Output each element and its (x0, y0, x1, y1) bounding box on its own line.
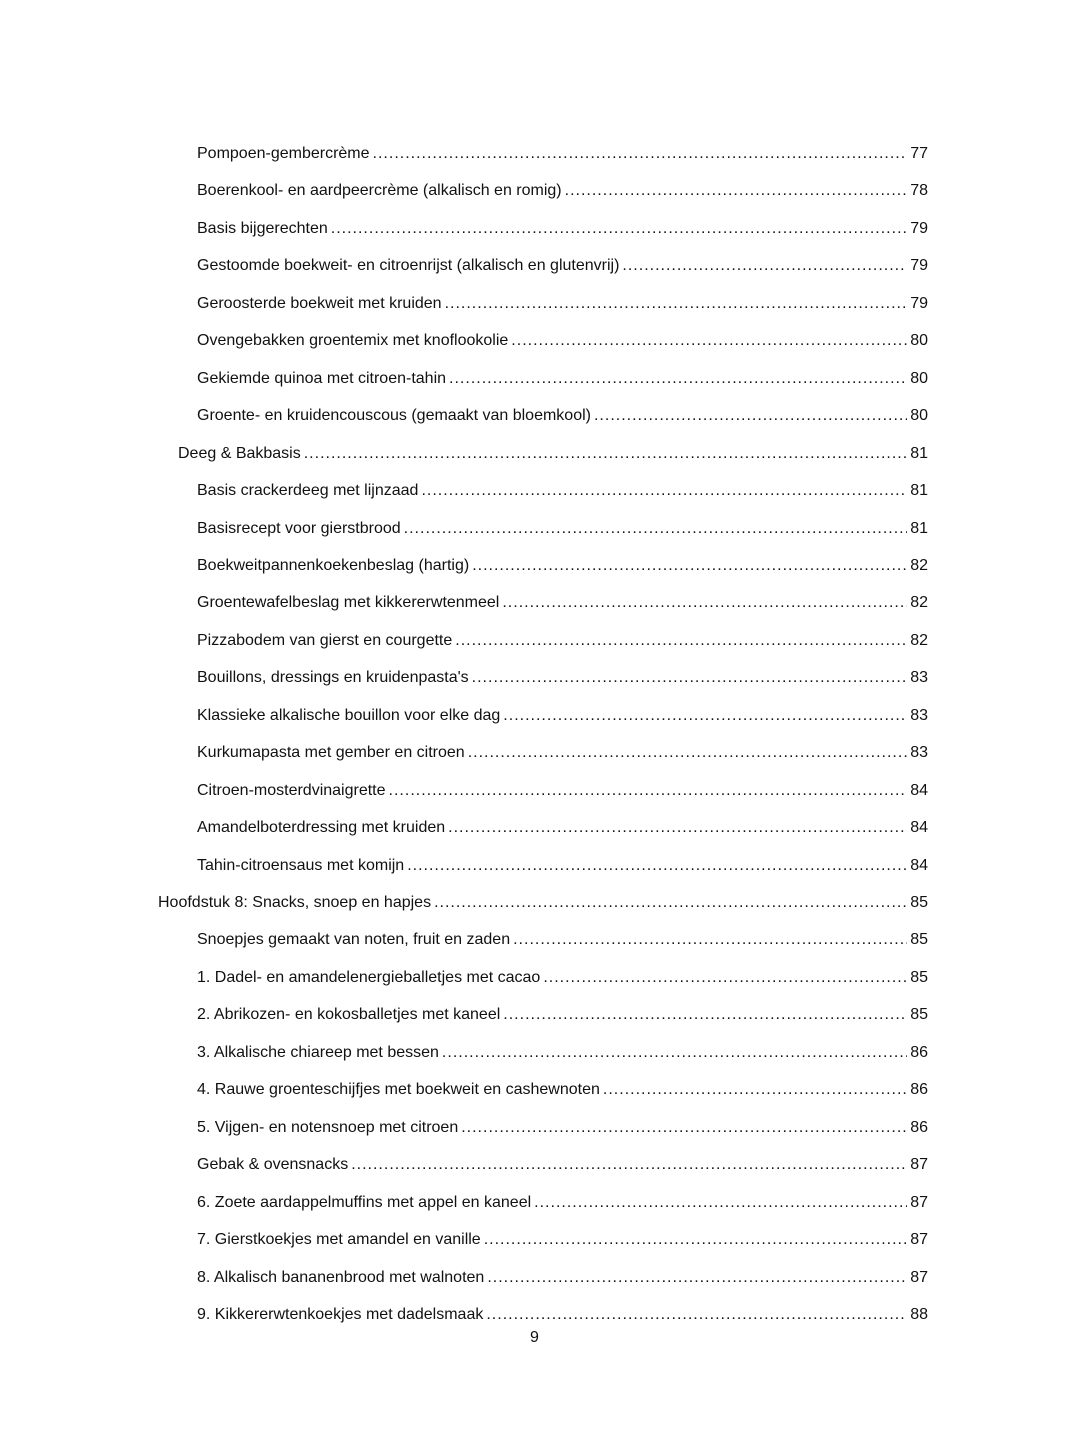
toc-dot-leader (565, 181, 908, 201)
toc-dot-leader (487, 1268, 907, 1288)
toc-entry-page-number: 83 (910, 707, 928, 724)
toc-entry[interactable] (197, 140, 928, 164)
toc-entry-title: Gestoomde boekweit- en citroenrijst (alkalisch en glutenvrij) (197, 257, 620, 274)
toc-entry-page-number: 86 (910, 1044, 928, 1061)
toc-entry-page-number: 82 (910, 632, 928, 649)
toc-entry-page-number: 81 (910, 520, 928, 537)
toc-entry-title: 8. Alkalisch bananenbrood met walnoten (197, 1269, 485, 1286)
toc-entry-page-number: 78 (910, 182, 928, 199)
toc-entry[interactable] (197, 926, 928, 950)
toc-entry[interactable] (197, 327, 928, 351)
toc-entry[interactable] (197, 1001, 928, 1025)
toc-entry-page-number: 84 (910, 782, 928, 799)
toc-entry[interactable] (197, 290, 928, 314)
toc-dot-leader (351, 1155, 907, 1175)
toc-entry[interactable] (197, 702, 928, 726)
toc-entry[interactable] (197, 1114, 928, 1138)
toc-entry-title: Bouillons, dressings en kruidenpasta's (197, 669, 469, 686)
toc-dot-leader (486, 1305, 907, 1325)
toc-dot-leader (503, 1005, 907, 1025)
toc-entry-page-number: 79 (910, 220, 928, 237)
toc-entry-page-number: 85 (910, 931, 928, 948)
toc-entry-page-number: 80 (910, 407, 928, 424)
toc-dot-leader (449, 369, 907, 389)
toc-entry-title: 1. Dadel- en amandelenergieballetjes met cacao (197, 969, 541, 986)
toc-dot-leader (503, 706, 907, 726)
toc-entry-page-number: 84 (910, 857, 928, 874)
toc-dot-leader (468, 743, 908, 763)
toc-entry-page-number: 87 (910, 1194, 928, 1211)
toc-entry-title: Tahin-citroensaus met komijn (197, 857, 405, 874)
toc-dot-leader (603, 1080, 907, 1100)
toc-entry[interactable] (197, 1151, 928, 1175)
toc-dot-leader (455, 631, 907, 651)
toc-entry-page-number: 86 (910, 1119, 928, 1136)
toc-entry-title: Boerenkool- en aardpeercrème (alkalisch en romig) (197, 182, 562, 199)
toc-entry-page-number: 81 (910, 482, 928, 499)
toc-entry-title: Geroosterde boekweit met kruiden (197, 295, 442, 312)
toc-entry-title: Gebak & ovensnacks (197, 1156, 349, 1173)
toc-entry-page-number: 79 (910, 295, 928, 312)
toc-entry[interactable] (197, 1226, 928, 1250)
toc-dot-leader (472, 556, 907, 576)
toc-dot-leader (421, 481, 907, 501)
toc-entry[interactable] (197, 1039, 928, 1063)
toc-entry-page-number: 81 (910, 445, 928, 462)
toc-entry-page-number: 87 (910, 1156, 928, 1173)
toc-entry[interactable] (197, 177, 928, 201)
toc-dot-leader (389, 781, 908, 801)
toc-entry-title: Boekweitpannenkoekenbeslag (hartig) (197, 557, 470, 574)
toc-entry-title: Groente- en kruidencouscous (gemaakt van bloemkool) (197, 407, 591, 424)
toc-entry-page-number: 79 (910, 257, 928, 274)
toc-entry[interactable] (158, 889, 928, 913)
toc-entry-title: Gekiemde quinoa met citroen-tahin (197, 370, 447, 387)
toc-dot-leader (502, 593, 907, 613)
toc-entry-title: Pizzabodem van gierst en courgette (197, 632, 453, 649)
toc-entry-title: 5. Vijgen- en notensnoep met citroen (197, 1119, 459, 1136)
toc-entry-title: Citroen-mosterdvinaigrette (197, 782, 386, 799)
toc-dot-leader (534, 1193, 907, 1213)
toc-dot-leader (511, 331, 907, 351)
toc-dot-leader (442, 1043, 907, 1063)
toc-entry-page-number: 82 (910, 557, 928, 574)
toc-entry[interactable] (197, 552, 928, 576)
toc-entry-page-number: 83 (910, 669, 928, 686)
toc-dot-leader (434, 893, 907, 913)
toc-entry-title: Basis crackerdeeg met lijnzaad (197, 482, 419, 499)
toc-entry[interactable] (197, 477, 928, 501)
toc-dot-leader (484, 1230, 908, 1250)
toc-entry[interactable] (197, 814, 928, 838)
toc-dot-leader (448, 818, 907, 838)
toc-entry[interactable] (197, 777, 928, 801)
toc-entry-title: Ovengebakken groentemix met knoflookolie (197, 332, 509, 349)
toc-entry[interactable] (197, 1264, 928, 1288)
toc-entry[interactable] (197, 852, 928, 876)
page-number: 9 (530, 1329, 539, 1346)
toc-entry[interactable] (197, 589, 928, 613)
toc-dot-leader (445, 294, 908, 314)
toc-entry-title: 4. Rauwe groenteschijfjes met boekweit en cashewnoten (197, 1081, 600, 1098)
toc-entry[interactable] (197, 1076, 928, 1100)
toc-entry[interactable] (197, 739, 928, 763)
toc-entry-title: 9. Kikkererwtenkoekjes met dadelsmaak (197, 1306, 484, 1323)
toc-entry-title: Hoofdstuk 8: Snacks, snoep en hapjes (158, 894, 432, 911)
toc-entry-page-number: 80 (910, 370, 928, 387)
toc-entry-title: Deeg & Bakbasis (178, 445, 301, 462)
toc-entry-title: 2. Abrikozen- en kokosballetjes met kaneel (197, 1006, 501, 1023)
toc-entry-page-number: 77 (910, 145, 928, 162)
toc-entry[interactable] (197, 515, 928, 539)
toc-dot-leader (543, 968, 907, 988)
toc-entry[interactable] (197, 964, 928, 988)
toc-entry-page-number: 80 (910, 332, 928, 349)
toc-entry-title: Basis bijgerechten (197, 220, 328, 237)
toc-dot-leader (472, 668, 908, 688)
toc-entry-title: Kurkumapasta met gember en citroen (197, 744, 465, 761)
toc-dot-leader (622, 256, 907, 276)
toc-dot-leader (373, 144, 908, 164)
toc-entry[interactable] (197, 402, 928, 426)
toc-entry-page-number: 83 (910, 744, 928, 761)
toc-entry-page-number: 85 (910, 969, 928, 986)
toc-entry-title: Snoepjes gemaakt van noten, fruit en zaden (197, 931, 511, 948)
toc-dot-leader (331, 219, 907, 239)
toc-entry[interactable] (197, 1301, 928, 1325)
toc-entry-title: 6. Zoete aardappelmuffins met appel en kaneel (197, 1194, 532, 1211)
toc-entry-page-number: 82 (910, 594, 928, 611)
toc-entry-title: 3. Alkalische chiareep met bessen (197, 1044, 439, 1061)
toc-dot-leader (594, 406, 907, 426)
toc-dot-leader (304, 444, 907, 464)
toc-entry[interactable] (197, 215, 928, 239)
toc-entry-page-number: 85 (910, 1006, 928, 1023)
toc-dot-leader (513, 930, 907, 950)
toc-entry-title: Basisrecept voor gierstbrood (197, 520, 401, 537)
toc-entry-page-number: 87 (910, 1231, 928, 1248)
toc-entry[interactable] (197, 365, 928, 389)
toc-entry-title: Amandelboterdressing met kruiden (197, 819, 446, 836)
toc-entry-page-number: 86 (910, 1081, 928, 1098)
toc-entry-page-number: 88 (910, 1306, 928, 1323)
toc-entry-title: Klassieke alkalische bouillon voor elke dag (197, 707, 501, 724)
toc-entry[interactable] (197, 1189, 928, 1213)
toc-dot-leader (404, 519, 908, 539)
toc-entry-title: Groentewafelbeslag met kikkererwtenmeel (197, 594, 500, 611)
toc-dot-leader (407, 856, 907, 876)
toc-entry-page-number: 85 (910, 894, 928, 911)
toc-entry-title: Pompoen-gembercrème (197, 145, 370, 162)
toc-entry[interactable] (197, 627, 928, 651)
toc-entry-page-number: 87 (910, 1269, 928, 1286)
toc-dot-leader (461, 1118, 907, 1138)
toc-entry-page-number: 84 (910, 819, 928, 836)
toc-entry[interactable] (178, 440, 928, 464)
toc-entry[interactable] (197, 664, 928, 688)
toc-entry[interactable] (197, 252, 928, 276)
toc-entry-title: 7. Gierstkoekjes met amandel en vanille (197, 1231, 481, 1248)
